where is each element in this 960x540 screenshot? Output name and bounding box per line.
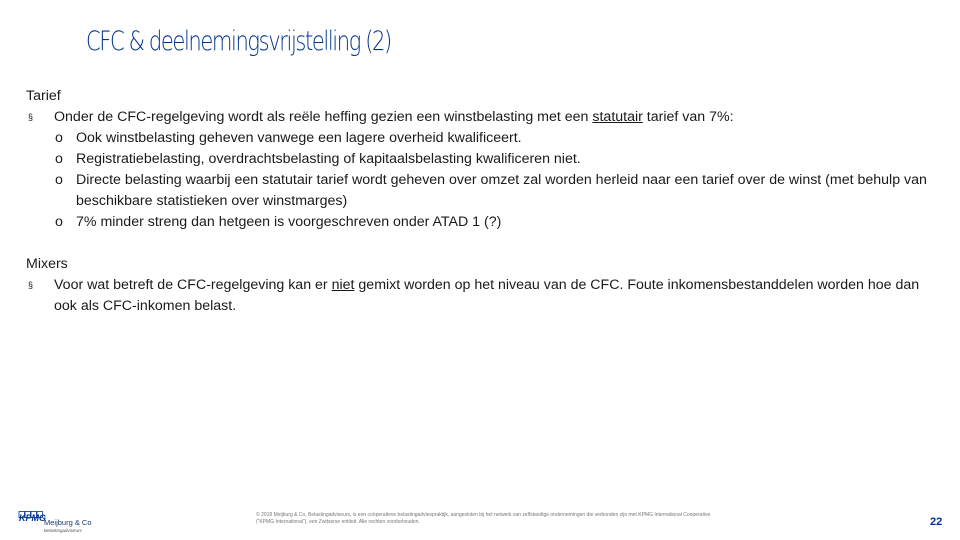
bullet-item (26, 275, 936, 317)
spacer (26, 233, 936, 254)
sub-marker: o (55, 172, 63, 188)
kpmg-wordmark: KPMG (19, 513, 46, 523)
section-heading-mixers: Mixers (26, 256, 68, 272)
bullet-text: Voor wat betreft de CFC-regelgeving kan er (54, 277, 332, 293)
underlined-term: statutair (592, 109, 643, 125)
section-heading-tarief: Tarief (26, 88, 61, 104)
sub-item-text: Registratiebelasting, overdrachtsbelasting of kapitaalsbelasting kwalificeren niet. (76, 151, 581, 167)
sub-item-text: Directe belasting waarbij een statutair tarief wordt geheven over omzet zal worden herleid naar een tarief over de winst (met behulp van beschikbare statistieken over winstmarges) (76, 172, 927, 209)
sub-item-text: Ook winstbelasting geheven vanwege een lagere overheid kwalificeert. (76, 130, 522, 146)
bullet-item (26, 107, 936, 128)
kpmg-logo-icon (18, 506, 44, 524)
slide-body (26, 86, 936, 317)
page-number: 22 (930, 516, 943, 528)
logo-subtitle: Belastingadviseurs (44, 528, 82, 533)
bullet-marker: § (28, 280, 34, 290)
bullet-text-end: gemixt worden op het niveau van de CFC. Foute inkomensbestanddelen worden hoe dan ook als CFC-inkomen belast. (54, 277, 920, 314)
sub-item-text: 7% minder streng dan hetgeen is voorgeschreven onder ATAD 1 (?) (76, 214, 502, 230)
bullet-text: Onder de CFC-regelgeving wordt als reële heffing gezien een winstbelasting met een (54, 109, 593, 125)
bullet-text-end: tarief van 7%: (642, 109, 734, 125)
underlined-term: niet (331, 277, 355, 293)
sub-marker: o (55, 130, 63, 146)
sub-marker: o (55, 214, 63, 230)
sub-item (26, 170, 936, 212)
company-logo (18, 506, 90, 536)
sub-item (26, 212, 936, 233)
sub-item (26, 149, 936, 170)
sub-item (26, 128, 936, 149)
sub-marker: o (55, 151, 63, 167)
bullet-marker: § (28, 112, 34, 122)
page-title: CFC & deelnemingsvrijstelling (2) (86, 26, 391, 57)
legal-disclaimer: © 2018 Meijburg & Co, Belastingadviseurs, is een coöperatieve belastingadviespraktijk, aangesloten bij het netwerk van zelfstandige ondernemingen die verbonden zijn met KPMG International Cooperative (“KPMG International”), een Zwitserse entiteit. Alle rechten voorbehouden. (256, 512, 711, 525)
logo-name: Meijburg & Co (44, 518, 92, 527)
